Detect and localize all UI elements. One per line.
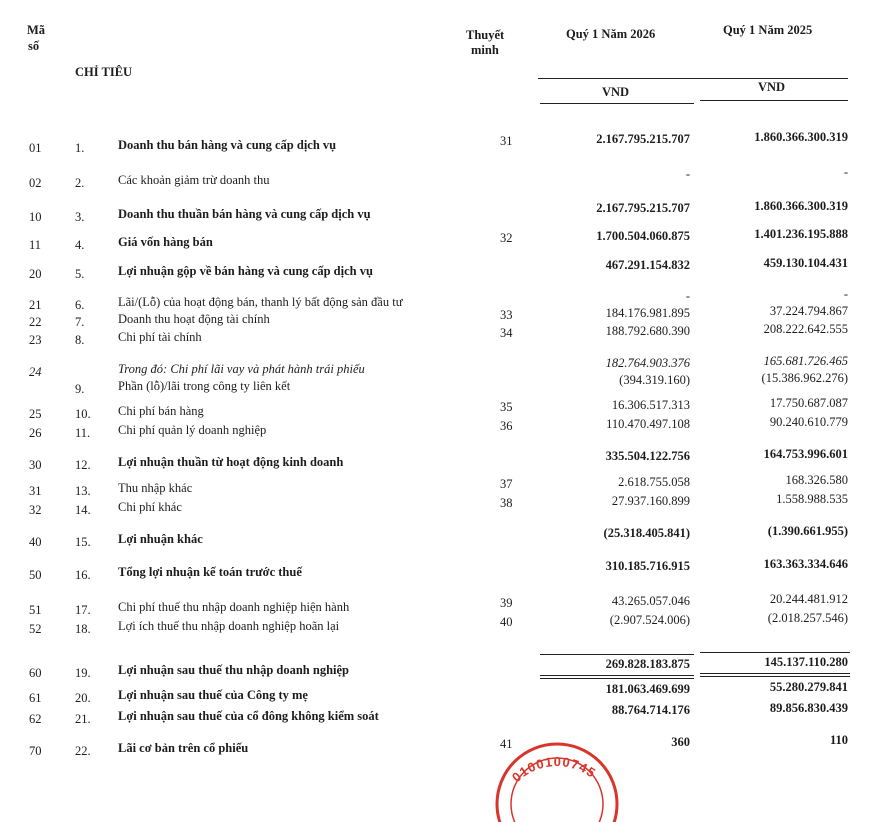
row-code: 24 [29, 365, 42, 379]
value-2025: 89.856.830.439 [769, 701, 848, 715]
value-2025: 1.401.236.195.888 [754, 227, 848, 241]
row-label: Giá vốn hàng bán [118, 235, 213, 249]
row-number: 4. [75, 238, 85, 252]
row-label: Các khoản giảm trừ doanh thu [118, 173, 270, 187]
row-label: Chi phí quản lý doanh nghiệp [118, 423, 267, 437]
value-2026: - [685, 289, 690, 303]
value-2025: 145.137.110.280 [764, 655, 848, 669]
row-code: 01 [29, 141, 42, 155]
value-2025: (1.390.661.955) [767, 524, 848, 538]
value-2025: 55.280.279.841 [769, 680, 848, 694]
row-note: 39 [500, 596, 513, 610]
row-label: Doanh thu thuần bán hàng và cung cấp dịch vụ [118, 207, 371, 221]
unit-2025: VND [758, 80, 786, 94]
value-2025: 208.222.642.555 [763, 322, 848, 336]
value-2026: 1.700.504.060.875 [596, 229, 690, 243]
row-label: Doanh thu hoạt động tài chính [118, 312, 270, 326]
row-number: 6. [75, 298, 85, 312]
row-code: 10 [29, 210, 42, 224]
header-thuyet-minh-2: minh [471, 43, 499, 57]
value-2025: 90.240.610.779 [769, 415, 848, 429]
unit-2026: VND [602, 85, 630, 99]
row-code: 23 [29, 333, 42, 347]
value-2025: 1.860.366.300.319 [754, 130, 848, 144]
header-col-2025: Quý 1 Năm 2025 [723, 23, 813, 37]
value-2026: (25.318.405.841) [603, 526, 690, 540]
row-label: Chi phí thuế thu nhập doanh nghiệp hiện hành [118, 600, 350, 614]
svg-text:0100100745 [509, 754, 599, 785]
value-2025: 37.224.794.867 [769, 304, 848, 318]
value-2025: 20.244.481.912 [769, 592, 848, 606]
company-seal [482, 742, 632, 822]
row-label: Lãi cơ bản trên cổ phiếu [118, 741, 249, 755]
row-code: 02 [29, 176, 42, 190]
row-note: 35 [500, 400, 513, 414]
value-2025: 168.326.580 [785, 473, 848, 487]
row-label: Lợi ích thuế thu nhập doanh nghiệp hoãn lại [118, 619, 340, 633]
row-note: 37 [500, 477, 513, 491]
header-underline [538, 78, 848, 79]
value-2026: 467.291.154.832 [605, 258, 690, 272]
header-ma-so-1: Mã [27, 23, 46, 37]
value-2026: 2.167.795.215.707 [596, 132, 690, 146]
value-2026: 310.185.716.915 [605, 559, 690, 573]
row-label: Lợi nhuận gộp về bán hàng và cung cấp dịch vụ [118, 264, 373, 278]
row-number: 11. [75, 426, 91, 440]
total-line-top-2025 [700, 652, 850, 653]
row-code: 51 [29, 603, 42, 617]
row-label: Lợi nhuận sau thuế của Công ty mẹ [118, 688, 308, 702]
value-2026: 181.063.469.699 [605, 682, 690, 696]
total-line-bottom-2025-b [700, 676, 850, 677]
row-code: 20 [29, 267, 42, 281]
row-code: 50 [29, 568, 42, 582]
row-label: Chi phí bán hàng [118, 404, 204, 418]
row-note: 32 [500, 231, 513, 245]
row-label: Lợi nhuận thuần từ hoạt động kinh doanh [118, 455, 344, 469]
row-number: 1. [75, 141, 85, 155]
value-2026: 188.792.680.390 [605, 324, 690, 338]
row-number: 15. [75, 535, 91, 549]
value-2026: 360 [671, 735, 690, 749]
row-number: 7. [75, 315, 85, 329]
value-2026: 88.764.714.176 [611, 703, 690, 717]
row-code: 61 [29, 691, 42, 705]
value-2026: 182.764.903.376 [605, 356, 690, 370]
value-2025: 1.860.366.300.319 [754, 199, 848, 213]
value-2025: - [843, 287, 848, 301]
row-code: 22 [29, 315, 42, 329]
row-code: 62 [29, 712, 42, 726]
row-note: 31 [500, 134, 513, 148]
row-label: Lợi nhuận sau thuế của cổ đông không kiểm soát [118, 709, 379, 723]
row-code: 32 [29, 503, 42, 517]
row-number: 2. [75, 176, 85, 190]
header-chi-tieu: CHỈ TIÊU [75, 65, 133, 79]
header-thuyet-minh-1: Thuyết [466, 28, 505, 42]
row-number: 17. [75, 603, 91, 617]
row-label: Chi phí tài chính [118, 330, 202, 344]
value-2026: 43.265.057.046 [611, 594, 690, 608]
value-2026: 2.167.795.215.707 [596, 201, 690, 215]
row-note: 34 [500, 326, 513, 340]
row-number: 10. [75, 407, 91, 421]
row-number: 19. [75, 666, 91, 680]
unit-underline-2025 [700, 100, 848, 101]
row-label: Lãi/(Lỗ) của hoạt động bán, thanh lý bất động sản đầu tư [118, 295, 403, 309]
row-code: 25 [29, 407, 42, 421]
value-2026: 27.937.160.899 [611, 494, 690, 508]
row-label: Tổng lợi nhuận kế toán trước thuế [118, 565, 302, 579]
row-label: Trong đó: Chi phí lãi vay và phát hành trái phiếu [118, 362, 365, 376]
row-number: 3. [75, 210, 85, 224]
row-code: 30 [29, 458, 42, 472]
row-code: 70 [29, 744, 42, 758]
row-note: 41 [500, 737, 513, 751]
value-2025: 164.753.996.601 [763, 447, 848, 461]
row-number: 14. [75, 503, 91, 517]
row-code: 26 [29, 426, 42, 440]
header-ma-so-2: số [28, 39, 40, 53]
row-code: 31 [29, 484, 42, 498]
row-number: 12. [75, 458, 91, 472]
row-number: 21. [75, 712, 91, 726]
value-2025: 110 [829, 733, 848, 747]
row-number: 13. [75, 484, 91, 498]
row-label: Lợi nhuận sau thuế thu nhập doanh nghiệp [118, 663, 349, 677]
row-note: 36 [500, 419, 513, 433]
row-code: 60 [29, 666, 42, 680]
value-2026: (2.907.524.006) [609, 613, 690, 627]
row-number: 9. [75, 382, 85, 396]
value-2025: 17.750.687.087 [769, 396, 848, 410]
row-number: 20. [75, 691, 91, 705]
row-label: Thu nhập khác [118, 481, 193, 495]
row-code: 11 [29, 238, 42, 252]
row-code: 52 [29, 622, 42, 636]
value-2026: 16.306.517.313 [611, 398, 690, 412]
value-2025: 1.558.988.535 [776, 492, 848, 506]
row-label: Doanh thu bán hàng và cung cấp dịch vụ [118, 138, 337, 152]
value-2026: 269.828.183.875 [605, 657, 690, 671]
row-code: 21 [29, 298, 42, 312]
row-number: 8. [75, 333, 85, 347]
value-2025: 165.681.726.465 [763, 354, 848, 368]
value-2026: 2.618.755.058 [618, 475, 690, 489]
total-line-top-2026 [540, 654, 694, 655]
seal-graphic [482, 742, 632, 822]
header-col-2026: Quý 1 Năm 2026 [566, 27, 656, 41]
total-line-bottom-2026-b [540, 678, 694, 679]
row-note: 38 [500, 496, 513, 510]
row-number: 18. [75, 622, 91, 636]
value-2025: (15.386.962.276) [761, 371, 848, 385]
row-label: Chi phí khác [118, 500, 182, 514]
row-code: 40 [29, 535, 42, 549]
value-2025: - [843, 165, 848, 179]
unit-underline-2026 [540, 103, 694, 104]
value-2026: 335.504.122.756 [605, 449, 690, 463]
row-number: 22. [75, 744, 91, 758]
value-2025: (2.018.257.546) [767, 611, 848, 625]
value-2026: - [685, 167, 690, 181]
row-number: 5. [75, 267, 85, 281]
value-2026: 110.470.497.108 [606, 417, 690, 431]
value-2025: 163.363.334.646 [763, 557, 848, 571]
total-line-bottom-2025-a [700, 673, 850, 674]
seal-number: 0100100745 [508, 754, 599, 786]
total-line-bottom-2026-a [540, 675, 694, 676]
value-2025: 459.130.104.431 [763, 256, 848, 270]
row-label: Phần (lỗ)/lãi trong công ty liên kết [118, 379, 291, 393]
row-note: 33 [500, 308, 513, 322]
value-2026: (394.319.160) [619, 373, 690, 387]
value-2026: 184.176.981.895 [605, 306, 690, 320]
row-label: Lợi nhuận khác [118, 532, 203, 546]
row-number: 16. [75, 568, 91, 582]
row-note: 40 [500, 615, 513, 629]
